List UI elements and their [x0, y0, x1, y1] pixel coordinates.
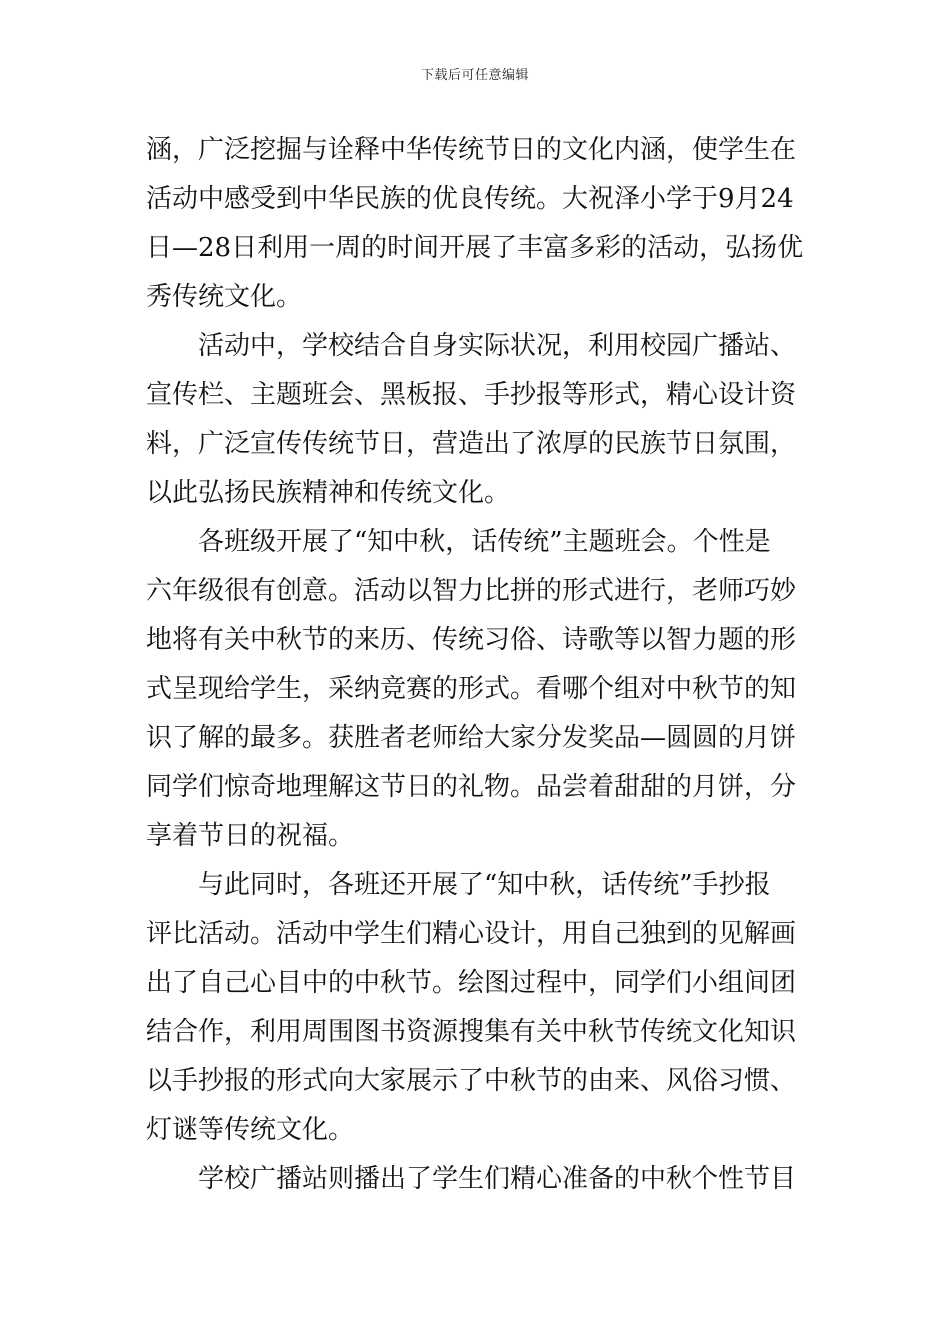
text-line: 宣传栏、主题班会、黑板报、手抄报等形式，精心设计资 — [146, 380, 797, 410]
text-line: 六年级很有创意。活动以智力比拼的形式进行，老师巧妙 — [146, 576, 797, 606]
text-line: 灯谜等传统文化。 — [146, 1115, 355, 1145]
text-line: 评比活动。活动中学生们精心设计，用自己独到的见解画 — [146, 919, 797, 949]
text-line: 结合作，利用周围图书资源搜集有关中秋节传统文化知识 — [146, 1017, 797, 1047]
paragraph — [146, 322, 808, 518]
text-line: 享着节日的祝福。 — [146, 821, 355, 851]
paragraph — [146, 126, 808, 322]
text-line: 出了自己心目中的中秋节。绘图过程中，同学们小组间团 — [146, 968, 797, 998]
text-line: 涵，广泛挖掘与诠释中华传统节日的文化内涵，使学生在 — [146, 135, 797, 165]
text-line: 日—28日利用一周的时间开展了丰富多彩的活动，弘扬优 — [146, 233, 804, 263]
document-body — [146, 126, 808, 1204]
text-line: 式呈现给学生，采纳竞赛的形式。看哪个组对中秋节的知 — [146, 674, 797, 704]
text-line: 识了解的最多。获胜者老师给大家分发奖品—圆圆的月饼 — [146, 723, 797, 753]
text-line: 同学们惊奇地理解这节日的礼物。品尝着甜甜的月饼，分 — [146, 772, 797, 802]
paragraph — [146, 518, 808, 861]
text-line: 学校广播站则播出了学生们精心准备的中秋个性节目 — [198, 1164, 797, 1194]
paragraph — [146, 1155, 808, 1204]
text-line: 料，广泛宣传传统节日，营造出了浓厚的民族节日氛围， — [146, 429, 797, 459]
text-line: 活动中感受到中华民族的优良传统。大祝泽小学于9月24 — [146, 184, 794, 214]
text-line: 以手抄报的形式向大家展示了中秋节的由来、风俗习惯、 — [146, 1066, 797, 1096]
text-line: 地将有关中秋节的来历、传统习俗、诗歌等以智力题的形 — [146, 625, 797, 655]
text-line: 与此同时，各班还开展了“知中秋，话传统”手抄报 — [198, 870, 771, 900]
text-line: 活动中，学校结合自身实际状况，利用校园广播站、 — [198, 331, 797, 361]
paragraph — [146, 861, 808, 1155]
text-line: 以此弘扬民族精神和传统文化。 — [146, 478, 511, 508]
text-line: 各班级开展了“知中秋，话传统”主题班会。个性是 — [198, 527, 771, 557]
text-line: 秀传统文化。 — [146, 282, 303, 312]
page-header: 下载后可任意编辑 — [420, 68, 529, 83]
